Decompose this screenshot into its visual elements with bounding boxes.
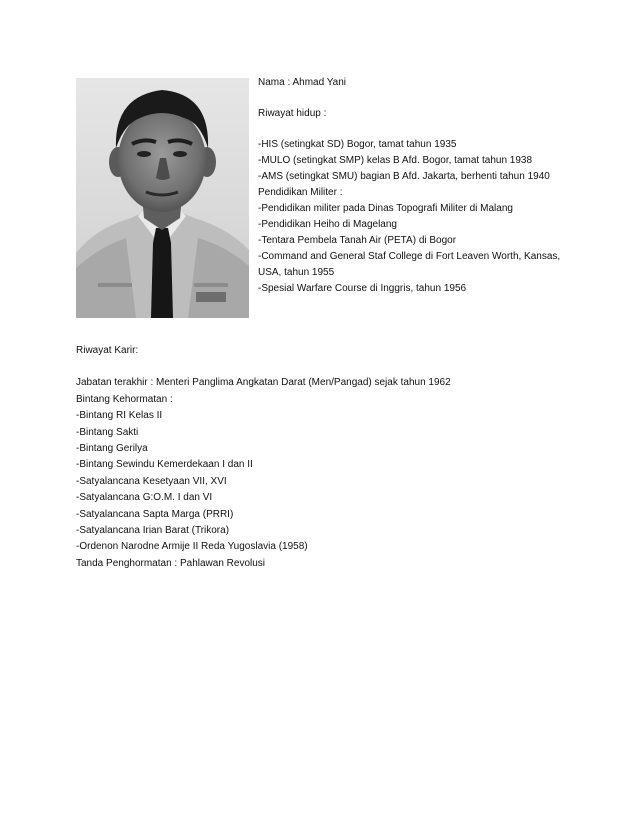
honor-item: -Bintang RI Kelas II <box>76 410 163 422</box>
honor-item: -Bintang Gerilya <box>76 442 148 454</box>
honor-item: -Satyalancana G:O.M. I dan VI <box>76 492 213 504</box>
honor-item: -Bintang Sakti <box>76 426 139 438</box>
portrait-illustration <box>76 78 249 318</box>
portrait-photo <box>76 78 249 318</box>
career-section <box>76 343 576 572</box>
honor-item: -Satyalancana Kesetyaan VII, XVI <box>76 475 227 487</box>
military-item: -Pendidikan Heiho di Magelang <box>258 219 397 230</box>
honor-item: -Bintang Sewindu Kemerdekaan I dan II <box>76 459 253 471</box>
last-position: Jabatan terakhir : Menteri Panglima Angkatan Darat (Men/Pangad) sejak tahun 1962 <box>76 377 451 389</box>
riwayat-hidup-heading: Riwayat hidup : <box>258 108 327 119</box>
honor-item: -Satyalancana Sapta Marga (PRRI) <box>76 508 234 520</box>
education-item: -MULO (setingkat SMP) kelas B Afd. Bogor, tamat tahun 1938 <box>258 155 533 166</box>
military-education-heading: Pendidikan Militer : <box>258 187 343 198</box>
honor-item: -Ordenon Narodne Armije II Reda Yugoslavia (1958) <box>76 541 308 553</box>
final-honor: Tanda Penghormatan : Pahlawan Revolusi <box>76 557 266 569</box>
honors-heading: Bintang Kehormatan : <box>76 393 173 405</box>
education-item: -HIS (setingkat SD) Bogor, tamat tahun 1935 <box>258 139 457 150</box>
military-item: USA, tahun 1955 <box>258 267 335 278</box>
name-line: Nama : Ahmad Yani <box>258 77 347 88</box>
military-item: -Command and General Staf College di Fort Leaven Worth, Kansas, <box>258 251 561 262</box>
education-item: -AMS (setingkat SMU) bagian B Afd. Jakarta, berhenti tahun 1940 <box>258 171 550 182</box>
honor-item: -Satyalancana Irian Barat (Trikora) <box>76 524 230 536</box>
career-heading: Riwayat Karir: <box>76 345 139 356</box>
military-item: -Tentara Pembela Tanah Air (PETA) di Bogor <box>258 235 457 246</box>
military-item: -Spesial Warfare Course di Inggris, tahun 1956 <box>258 283 467 294</box>
military-item: -Pendidikan militer pada Dinas Topografi Militer di Malang <box>258 203 513 214</box>
bio-column <box>258 75 561 297</box>
